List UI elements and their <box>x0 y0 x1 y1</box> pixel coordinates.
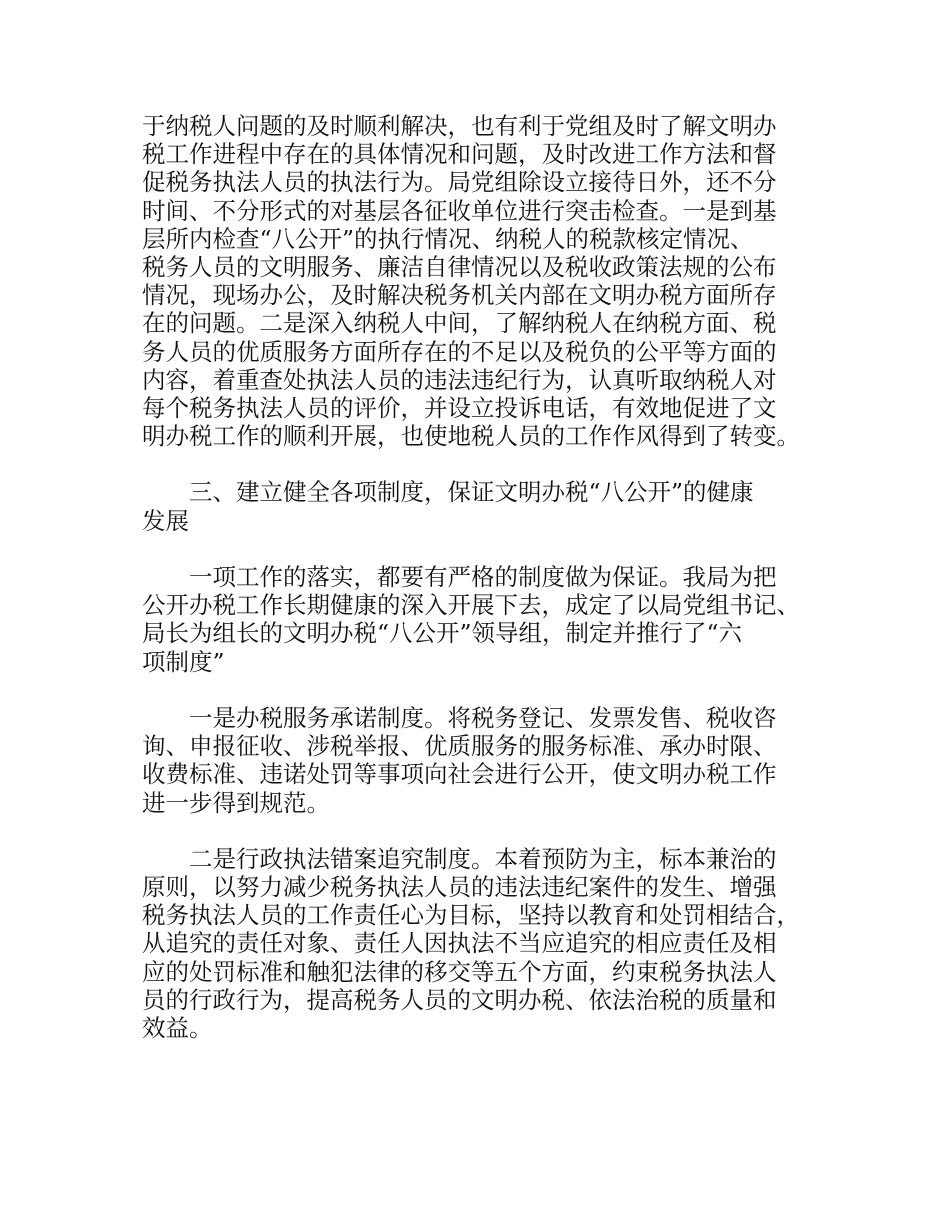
text-line: 从追究的责任对象、责任人因执法不当应追究的相应责任及相 <box>142 929 777 958</box>
text-line: 公开办税工作长期健康的深入开展下去，成定了以局党组书记、 <box>142 591 800 620</box>
heading-line: 发展 <box>142 506 189 535</box>
text-line: 收费标准、违诺处罚等事项向社会进行公开，使文明办税工作 <box>142 760 777 789</box>
heading-line: 三、建立健全各项制度，保证文明办税“八公开”的健康 <box>189 478 754 507</box>
text-line: 二是行政执法错案追究制度。本着预防为主，标本兼治的 <box>189 844 777 873</box>
paragraph-gap <box>142 535 832 563</box>
paragraph-accountability-system <box>142 845 832 1042</box>
text-line: 时间、不分形式的对基层各征收单位进行突击检查。一是到基 <box>142 196 777 225</box>
text-line: 明办税工作的顺利开展，也使地税人员的工作作风得到了转变。 <box>142 422 800 451</box>
text-line: 内容，着重查处执法人员的违法违纪行为，认真听取纳税人对 <box>142 365 777 394</box>
text-line: 促税务执法人员的执法行为。局党组除设立接待日外，还不分 <box>142 168 777 197</box>
text-line: 税工作进程中存在的具体情况和问题，及时改进工作方法和督 <box>142 140 777 169</box>
text-line: 一是办税服务承诺制度。将税务登记、发票发售、税收咨 <box>189 703 777 732</box>
text-line: 员的行政行为，提高税务人员的文明办税、依法治税的质量和 <box>142 985 777 1014</box>
paragraph-gap <box>142 450 832 478</box>
paragraph-gap <box>142 676 832 704</box>
text-line: 于纳税人问题的及时顺利解决，也有利于党组及时了解文明办 <box>142 112 777 140</box>
text-line: 项制度” <box>142 647 225 676</box>
text-line: 每个税务执法人员的评价，并设立投诉电话，有效地促进了文 <box>142 393 777 422</box>
paragraph-gap <box>142 817 832 845</box>
text-line: 原则，以努力减少税务执法人员的违法违纪案件的发生、增强 <box>142 873 777 902</box>
text-line: 局长为组长的文明办税“八公开”领导组，制定并推行了“六 <box>142 619 743 648</box>
text-line: 情况，现场办公，及时解决税务机关内部在文明办税方面所存 <box>142 281 777 310</box>
paragraph-commitment-system <box>142 704 832 817</box>
text-line: 税务执法人员的工作责任心为目标，坚持以教育和处罚相结合， <box>142 901 800 930</box>
section-heading <box>142 478 832 534</box>
text-line: 在的问题。二是深入纳税人中间，了解纳税人在纳税方面、税 <box>142 309 777 338</box>
text-line: 税务人员的文明服务、廉洁自律情况以及税收政策法规的公布 <box>142 252 777 281</box>
paragraph-intro <box>142 563 832 676</box>
text-line: 询、申报征收、涉税举报、优质服务的服务标准、承办时限、 <box>142 732 777 761</box>
document-body <box>142 112 832 1042</box>
text-line: 进一步得到规范。 <box>142 788 330 817</box>
text-line: 效益。 <box>142 1014 213 1042</box>
paragraph-continuation <box>142 112 832 450</box>
text-line: 务人员的优质服务方面所存在的不足以及税负的公平等方面的 <box>142 337 777 366</box>
text-line: 应的处罚标准和触犯法律的移交等五个方面，约束税务执法人 <box>142 957 777 986</box>
text-line: 层所内检查“八公开”的执行情况、纳税人的税款核定情况、 <box>142 224 754 253</box>
text-line: 一项工作的落实，都要有严格的制度做为保证。我局为把 <box>189 563 777 591</box>
